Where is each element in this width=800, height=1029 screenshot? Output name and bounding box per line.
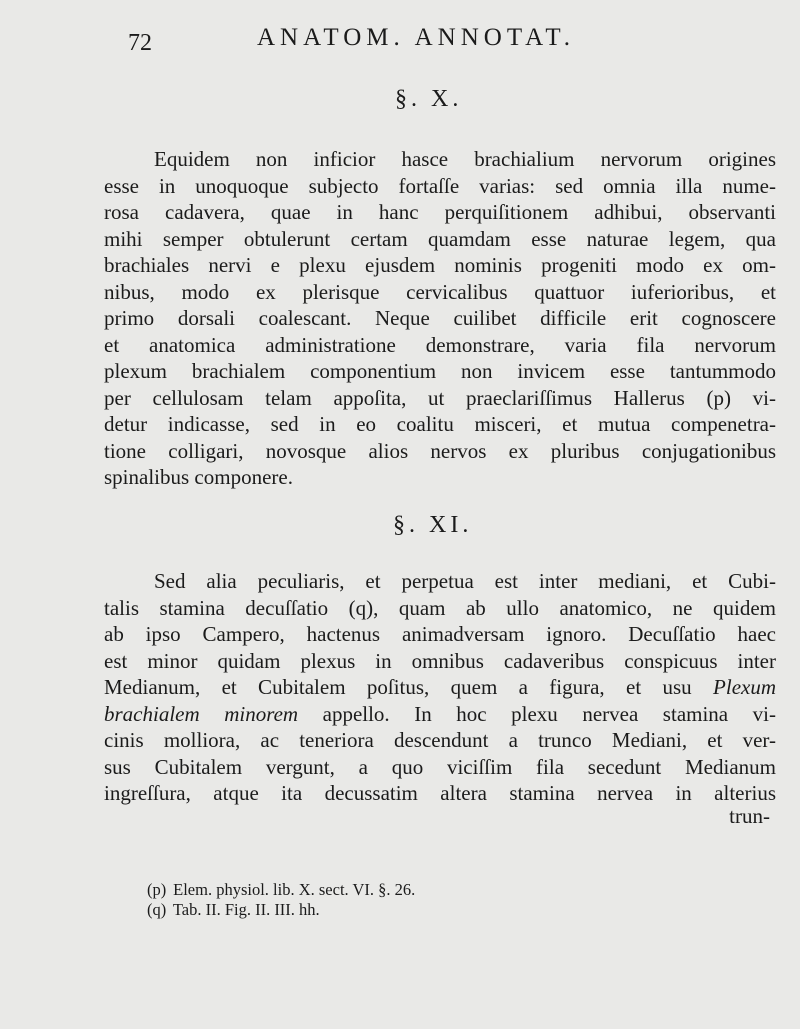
footnote bbox=[147, 900, 415, 920]
text-line: ab ipso Campero, hactenus animadversam ignoro. Decuſſatio haec bbox=[104, 622, 776, 646]
text-line: et anatomica administratione demonstrare, varia fila nervorum bbox=[104, 332, 776, 357]
text-line: nibus, modo ex plerisque cervicalibus quattuor iuferioribus, et bbox=[104, 279, 776, 304]
text-line: Sed alia peculiaris, et perpetua est inter mediani, et Cubi- bbox=[154, 569, 776, 593]
text-line: primo dorsali coalescant. Neque cuilibet difficile erit cognoscere bbox=[104, 306, 776, 330]
text-line: per cellulosam telam appoſita, ut praeclariſſimus Hallerus (p) vi- bbox=[104, 385, 776, 410]
text-line: rosa cadavera, quae in hanc perquiſitionem adhibui, observanti bbox=[104, 200, 776, 224]
page-header bbox=[0, 18, 800, 58]
text-line: spinalibus componere. bbox=[104, 465, 293, 489]
section-heading-x: §. X. bbox=[395, 86, 463, 112]
footnote-ref: (p) bbox=[147, 880, 167, 899]
text-line: mihi semper obtulerunt certam quamdam esse naturae legem, qua bbox=[104, 226, 776, 251]
text-line-mixed bbox=[104, 674, 776, 701]
text-line: brachiales nervi e plexu ejusdem nominis progeniti modo ex om- bbox=[104, 253, 776, 277]
italic-term: brachialem minorem bbox=[104, 701, 299, 726]
text-line-mixed bbox=[104, 701, 776, 728]
italic-term: Plexum bbox=[713, 675, 777, 699]
page-number: 72 bbox=[128, 30, 152, 56]
text-line: tione colligari, novosque alios nervos ex pluribus conjugationibus bbox=[104, 438, 776, 463]
section-heading-xi: §. XI. bbox=[393, 512, 473, 538]
footnote-ref: (q) bbox=[147, 900, 167, 919]
running-head: ANATOM. ANNOTAT. bbox=[257, 24, 576, 51]
text-line: plexum brachialem componentium non invicem esse tantummodo bbox=[104, 359, 776, 383]
text-line: Equidem non inficior hasce brachialium nervorum origines bbox=[154, 147, 776, 171]
footnote-text: Tab. II. Fig. II. III. hh. bbox=[172, 900, 320, 919]
catchword: trun- bbox=[729, 804, 770, 828]
text-line: est minor quidam plexus in omnibus cadaveribus conspicuus inter bbox=[104, 648, 776, 673]
text-line: esse in unoquoque subjecto fortaſſe varias: sed omnia illa nume- bbox=[104, 173, 776, 198]
section-xi-paragraph bbox=[104, 568, 776, 807]
text-segment: Medianum, et Cubitalem poſitus, quem a figura, et usu bbox=[104, 675, 692, 699]
footnote bbox=[147, 880, 415, 900]
text-line: cinis molliora, ac teneriora descendunt a trunco Mediani, et ver- bbox=[104, 728, 776, 752]
section-x-paragraph bbox=[104, 146, 776, 491]
text-segment: appello. In hoc plexu nervea stamina vi- bbox=[298, 701, 776, 726]
footnote-text: Elem. physiol. lib. X. sect. VI. §. 26. bbox=[173, 880, 416, 899]
text-line: ingreſſura, atque ita decussatim altera stamina nervea in alterius bbox=[104, 781, 776, 805]
text-line: detur indicasse, sed in eo coalitu misceri, et mutua compenetra- bbox=[104, 412, 776, 436]
text-line: talis stamina decuſſatio (q), quam ab ullo anatomico, ne quidem bbox=[104, 595, 776, 620]
footnotes bbox=[147, 880, 415, 920]
text-line: sus Cubitalem vergunt, a quo viciſſim fila secedunt Medianum bbox=[104, 754, 776, 779]
